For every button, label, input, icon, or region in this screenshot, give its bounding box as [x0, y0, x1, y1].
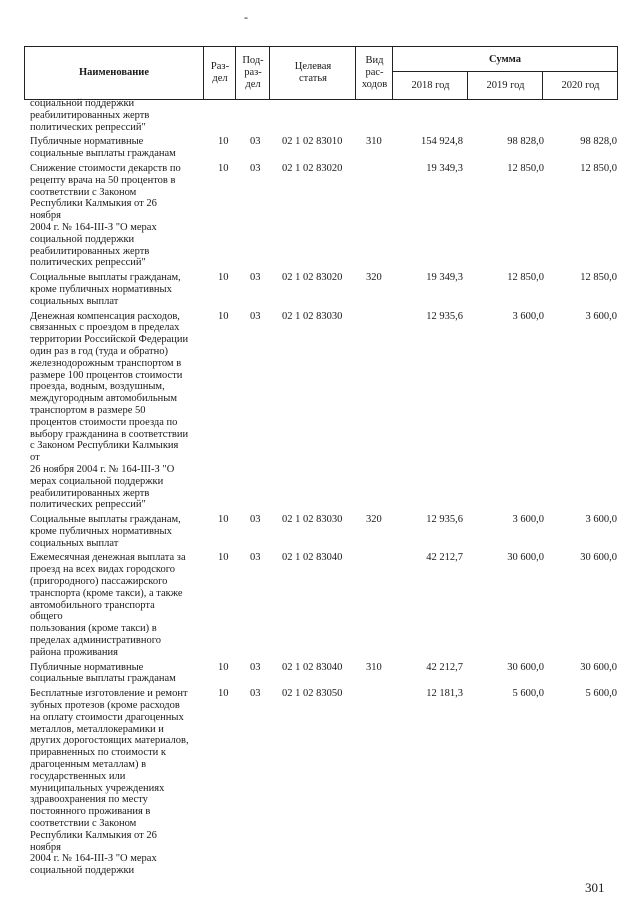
row-target: 02 1 02 83020 [282, 272, 343, 284]
row-vid: 310 [366, 136, 382, 148]
table-row [30, 688, 620, 877]
table-row [30, 163, 620, 269]
row-razdel: 10 [218, 688, 229, 700]
row-name: социальной поддержки реабилитированных жертв политических репрессий" [30, 98, 150, 133]
row-sum-2019: 30 600,0 [507, 661, 544, 673]
row-sum-2020: 98 828,0 [580, 136, 617, 148]
table-row [30, 311, 620, 512]
row-sum-2019: 12 850,0 [507, 162, 544, 174]
row-target: 02 1 02 83050 [282, 688, 343, 700]
row-sum-2019: 3 600,0 [512, 310, 544, 322]
row-target: 02 1 02 83040 [282, 661, 343, 673]
row-razdel: 10 [218, 514, 229, 526]
row-podrazdel: 03 [250, 688, 261, 700]
header-razdel: Раз- дел [203, 47, 236, 99]
row-target: 02 1 02 83020 [282, 162, 343, 174]
row-vid: 310 [366, 661, 382, 673]
row-name: Снижение стоимости декарств по рецепту врача на 50 процентов в соответствии с Законом Республики Калмыкия от 26 ноября 2004 г. № 164-III-З "О мерах социальной поддержки реабилитированных жертв политических репрессий" [30, 162, 181, 269]
page-mark: - [244, 10, 248, 24]
row-podrazdel: 03 [250, 552, 261, 564]
row-sum-2018: 42 212,7 [426, 661, 463, 673]
row-name: Социальные выплаты гражданам, кроме публичных нормативных социальных выплат [30, 272, 181, 307]
row-sum-2019: 30 600,0 [507, 552, 544, 564]
row-sum-2018: 12 935,6 [426, 310, 463, 322]
row-sum-2020: 30 600,0 [580, 661, 617, 673]
row-name: Публичные нормативные социальные выплаты гражданам [30, 136, 176, 160]
header-2019: 2019 год [467, 72, 543, 99]
row-vid: 320 [366, 272, 382, 284]
table-row [30, 272, 620, 307]
row-target: 02 1 02 83030 [282, 310, 343, 322]
row-name: Публичные нормативные социальные выплаты гражданам [30, 661, 176, 685]
row-razdel: 10 [218, 162, 229, 174]
row-sum-2019: 12 850,0 [507, 272, 544, 284]
header-vid: Вид рас- ходов [355, 47, 393, 99]
row-sum-2019: 5 600,0 [512, 688, 544, 700]
table-row [30, 662, 620, 686]
header-sum: Сумма [392, 47, 617, 72]
row-razdel: 10 [218, 310, 229, 322]
page-number: 301 [585, 880, 605, 895]
header-name: Наименование [79, 66, 149, 78]
row-sum-2018: 154 924,8 [421, 136, 463, 148]
row-sum-2020: 12 850,0 [580, 162, 617, 174]
row-podrazdel: 03 [250, 272, 261, 284]
row-sum-2020: 12 850,0 [580, 272, 617, 284]
row-razdel: 10 [218, 272, 229, 284]
table-row [30, 98, 620, 133]
row-podrazdel: 03 [250, 514, 261, 526]
row-name: Денежная компенсация расходов, связанных с проездом в пределах территории Российской Федерации один раз в год (туда и обратно) железнодорожным транспортом в размере 100 процентов стоимости проезда, водным, воздушным, междугородным автомобильным транспортом в размере 50 процентов стоимости проезда по выбору гражданина в соответствии с Законом Республики Калмыкия от 26 ноября 2004 г. № 164-III-З "О мерах социальной поддержки реабилитированных жертв политических репрессий" [30, 310, 189, 511]
row-name: Бесплатные изготовление и ремонт зубных протезов (кроме расходов на оплату стоимости драгоценных металлов, металлокерамики и других дорогостоящих материалов, приравненных по стоимости к драгоценным металлам) в государственных или муниципальных учреждениях здравоохранения по месту постоянного проживания в соответствии с Законом Республики Калмыкия от 26 ноября 2004 г. № 164-III-З "О мерах социальной поддержки [30, 688, 189, 877]
row-sum-2020: 5 600,0 [585, 688, 617, 700]
row-sum-2020: 30 600,0 [580, 552, 617, 564]
row-sum-2018: 12 935,6 [426, 514, 463, 526]
row-target: 02 1 02 83040 [282, 552, 343, 564]
row-target: 02 1 02 83010 [282, 136, 343, 148]
table-row [30, 552, 620, 658]
row-name: Социальные выплаты гражданам, кроме публичных нормативных социальных выплат [30, 514, 181, 549]
row-sum-2019: 3 600,0 [512, 514, 544, 526]
row-target: 02 1 02 83030 [282, 514, 343, 526]
row-podrazdel: 03 [250, 310, 261, 322]
row-razdel: 10 [218, 661, 229, 673]
row-razdel: 10 [218, 136, 229, 148]
header-podrazdel: Под- раз- дел [235, 47, 270, 99]
row-podrazdel: 03 [250, 162, 261, 174]
row-podrazdel: 03 [250, 136, 261, 148]
table-row [30, 514, 620, 549]
row-sum-2020: 3 600,0 [585, 514, 617, 526]
row-sum-2020: 3 600,0 [585, 310, 617, 322]
header-2018: 2018 год [392, 72, 468, 99]
row-sum-2018: 42 212,7 [426, 552, 463, 564]
row-sum-2018: 12 181,3 [426, 688, 463, 700]
header-target: Целевая статья [269, 47, 356, 99]
row-sum-2018: 19 349,3 [426, 272, 463, 284]
row-sum-2019: 98 828,0 [507, 136, 544, 148]
row-name: Ежемесячная денежная выплата за проезд на всех видах городского (пригородного) пассажирского транспорта (кроме такси), а также автомобильного транспорта общего пользования (кроме такси) в пределах административного района проживания [30, 552, 186, 658]
row-sum-2018: 19 349,3 [426, 162, 463, 174]
header-2020: 2020 год [542, 72, 618, 99]
row-razdel: 10 [218, 552, 229, 564]
table-body [30, 98, 620, 880]
table-row [30, 136, 620, 160]
table-header [24, 46, 618, 100]
row-podrazdel: 03 [250, 661, 261, 673]
row-vid: 320 [366, 514, 382, 526]
